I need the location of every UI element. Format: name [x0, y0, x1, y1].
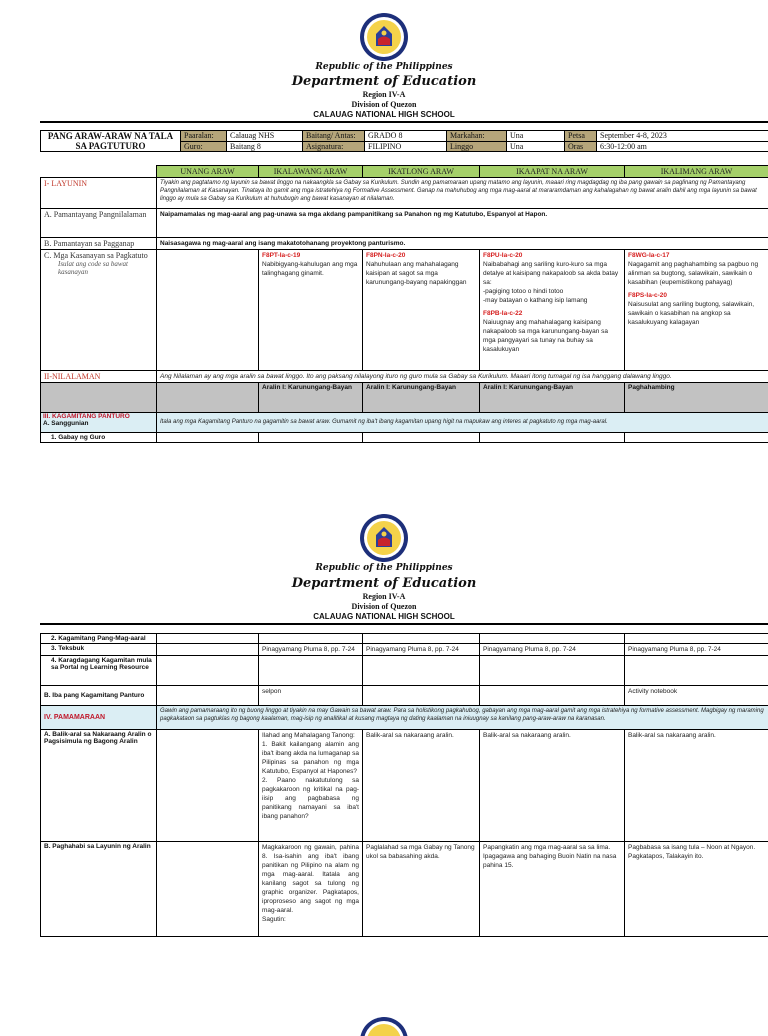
kasanayan-day5-text: Nagagamit ang paghahambing sa pagbuo ng alinman sa bugtong, salawikain, sawikain o kasabihan (eupemistikong pahayag) [628, 260, 765, 287]
kasanayan-day5-code2: F8PS-Ia-c-20 [628, 291, 765, 300]
nilalaman-day3: Aralin I: Karunungang-Bayan [363, 383, 480, 413]
pangnilalaman-label: A. Pamantayang Pangnilalaman [41, 209, 157, 238]
baitang-label: Baitang/ Antas: [303, 131, 365, 142]
kasanayan-day4-code2: F8PB-Ia-c-22 [483, 309, 621, 318]
kasanayan-day4-code: F8PU-Ia-c-20 [483, 251, 621, 260]
deped-seal-logo [359, 12, 409, 62]
balik-day2-q1: 1. Bakit kailangang alamin ang iba't ibang akda na lumaganap sa Pilipinas sa panahon ng mga Katutubo, Espanyol at Hapones? [262, 740, 359, 776]
republic-text: Republic of the Philippines [0, 62, 768, 72]
asignatura-value: FILIPINO [365, 141, 447, 152]
day-header-5: IKALIMANG ARAW [625, 166, 768, 178]
nilalaman-day2: Aralin I: Karunungang-Bayan [259, 383, 363, 413]
kasanayan-day5 [625, 250, 768, 371]
nilalaman-gray-1 [41, 383, 157, 413]
school-name: CALAUAG NATIONAL HIGH SCHOOL [0, 110, 768, 119]
karagdagang-kagamitan-label: 4. Karagdagang Kagamitan mula sa Portal ng Learning Resource [41, 656, 157, 686]
header-rule-2 [40, 623, 768, 625]
division-text-2: Division of Quezon [0, 602, 768, 611]
kagamitang-mag-aaral-label: 2. Kagamitang Pang-Mag-aaral [41, 634, 157, 644]
kma-day2 [259, 634, 363, 644]
markahan-label: Markahan: [447, 131, 507, 142]
ipk-day3 [363, 686, 480, 706]
teksbuk-day2: Pinagyamang Pluma 8, pp. 7-24 [259, 644, 363, 656]
kasanayan-day4-text2: Naiuugnay ang mahahalagang kaisipang nakapaloob sa mga karunungang-bayan sa mga pangyayari sa tunay na buhay sa kasalukuyan [483, 318, 621, 354]
paghahabi-day1 [157, 842, 259, 937]
paghahabi-day2-end: Sagutin: [262, 915, 359, 924]
info-table [40, 130, 768, 152]
pangnilalaman-text: Naipamamalas ng mag-aaral ang pag-unawa sa mga akdang pampanitikang sa Panahon ng mg Katutubo, Espanyol at Hapon. [157, 209, 768, 238]
kasanayan-day2 [259, 250, 363, 371]
kasanayan-day5-code: F8WG-Ia-c-17 [628, 251, 765, 260]
kma-day4 [480, 634, 625, 644]
teksbuk-day5: Pinagyamang Pluma 8, pp. 7-24 [625, 644, 768, 656]
balik-day1 [157, 730, 259, 842]
guro-label: Guro: [181, 141, 227, 152]
teksbuk-day3: Pinagyamang Pluma 8, pp. 7-24 [363, 644, 480, 656]
kasanayan-day4 [480, 250, 625, 371]
balik-day2 [259, 730, 363, 842]
kasanayan-day2-text: Nabibigyang-kahulugan ang mga talinghagang ginamit. [262, 260, 359, 278]
gabay-day5 [625, 433, 768, 443]
republic-text-2: Republic of the Philippines [0, 563, 768, 573]
kk-day2 [259, 656, 363, 686]
markahan-value: Una [507, 131, 565, 142]
petsa-value: September 4-8, 2023 [597, 131, 768, 142]
paghahabi-day2 [259, 842, 363, 937]
baitang-value: GRADO 8 [365, 131, 447, 142]
kasanayan-note: Isulat ang code sa bawat kasanayan [44, 260, 153, 276]
layunin-label: I- LAYUNIN [41, 178, 157, 209]
pamamaraan-text: Gawin ang pamamaraang ito ng buong linggo at tiyakin na may Gawain sa bawat araw. Para sa holistikong pagkahubog, gabayan ang mga mag-aaral gamit ang mga istratehiya ng formative assessment. Magbigay ng maraming pagkakataon sa pagtuklas ng bagong kaalaman, mag-isip ng analitikal at kusang magtaya ng dating kaalaman na iniuugnay sa kanilang pang-araw-araw na karanasan. [157, 706, 768, 730]
balik-day2-intro: Ilahad ang Mahalagang Tanong: [262, 731, 359, 740]
deped-seal-logo-2 [359, 513, 409, 563]
gabay-day3 [363, 433, 480, 443]
teksbuk-day1 [157, 644, 259, 656]
asignatura-label: Asignatura: [303, 141, 365, 152]
kasanayan-day4-line2: -may batayan o kathang isip lamang [483, 296, 621, 305]
plan-table-page1 [40, 165, 768, 443]
kasanayan-day3-code: F8PN-Ia-c-20 [366, 251, 476, 260]
kk-day3 [363, 656, 480, 686]
linggo-label: Linggo [447, 141, 507, 152]
division-text: Division of Quezon [0, 100, 768, 109]
paghahabi-day2-text: Magkakaroon ng gawain, pahina 8. Isa-isahin ang iba't ibang panitikan ng Pilipino na alam ng mga mag-aaral. Itatala ang kanilang sagot sa tulong ng graphic organizer. Pagkatapos, iproproseso ang sagot ng mga mag-aaral. [262, 843, 359, 915]
pagganap-text: Naisasagawa ng mag-aaral ang isang makatotohanang proyektong panturismo. [157, 238, 768, 250]
pamamaraan-label: IV. PAMAMARAAN [41, 706, 157, 730]
plan-table-page2 [40, 633, 768, 937]
ipk-day4 [480, 686, 625, 706]
kagamitan-label-cell [41, 413, 157, 433]
nilalaman-label: II-NILALAMAN [41, 371, 157, 383]
kasanayan-day2-code: F8PT-Ia-c-19 [262, 251, 359, 260]
deped-seal-logo-3 [359, 1016, 409, 1036]
region-text-2: Region IV-A [0, 592, 768, 601]
balik-aral-label: A. Balik-aral sa Nakaraang Aralin o Pagsisimula ng Bagong Aralin [41, 730, 157, 842]
kma-day1 [157, 634, 259, 644]
day-header-2: IKALAWANG ARAW [259, 166, 363, 178]
balik-day3: Balik-aral sa nakaraang aralin. [363, 730, 480, 842]
kasanayan-day4-text: Naibabahagi ang sariling kuro-kuro sa mga detalye at kaisipang nakapaloob sa akda batay sa: [483, 260, 621, 287]
teksbuk-label: 3. Teksbuk [41, 644, 157, 656]
nilalaman-day4: Aralin I: Karunungang-Bayan [480, 383, 625, 413]
oras-label: Oras [565, 141, 597, 152]
paghahabi-day5: Pagbabasa sa isang tula – Noon at Ngayon. Pagkatapos, Talakayin ito. [625, 842, 768, 937]
gabay-day2 [259, 433, 363, 443]
kasanayan-day5-text2: Naisusulat ang sariling bugtong, salawikain, sawikain o kasabihan na angkop sa kasalukuyang kalagayan [628, 300, 765, 327]
gabay-ng-guro-label: 1. Gabay ng Guro [41, 433, 157, 443]
balik-day5: Balik-aral sa nakaraang aralin. [625, 730, 768, 842]
kasanayan-day1 [157, 250, 259, 371]
guro-value: Baitang 8 [227, 141, 303, 152]
kasanayan-day4-line1: -pagiging totoo o hindi totoo [483, 287, 621, 296]
kma-day3 [363, 634, 480, 644]
gabay-day4 [480, 433, 625, 443]
kasanayan-label: C. Mga Kasanayan sa Pagkatuto [44, 251, 153, 260]
pagganap-label: B. Pamantayan sa Pagganap [41, 238, 157, 250]
layunin-text: Tiyakin ang pagtatamo ng layunin sa bawat linggo na nakaangkla sa Gabay sa Kurikulum. Sundin ang pamamaraan upang matamo ang layunin, maaari ring magdagdag ng iba pang gawain sa paglinang ng Pamantayang Pangnilalaman at Kasanayan. Tinataya ito gamit ang mga istratehiya ng Formative Assessment. Ganap na mahuhubog ang mga mag-aaral at mararamdaman ang kahalagahan ng bawat aralin dahil ang mga layunin sa bawat linggo ay mula sa Gabay sa Kurikulum at huhubugin ang bawat kasanayan at nilalaman. [157, 178, 768, 209]
iba-pang-kagamitan-label: B. Iba pang Kagamitang Panturo [41, 686, 157, 706]
gabay-day1 [157, 433, 259, 443]
header-rule [40, 121, 768, 123]
kk-day5 [625, 656, 768, 686]
paaralan-value: Calauag NHS [227, 131, 303, 142]
kma-day5 [625, 634, 768, 644]
department-title-2: Department of Education [0, 576, 768, 591]
nilalaman-gray-2 [157, 383, 259, 413]
kk-day1 [157, 656, 259, 686]
kagamitan-text: Itala ang mga Kagamitang Panturo na gagamitin sa bawat araw. Gumamit ng iba't ibang kagamitan upang higit na mapukaw ang interes at pagkatuto ng mga mag-aaral. [157, 413, 768, 433]
ipk-day2: selpon [259, 686, 363, 706]
day-header-4: IKAAPAT NA ARAW [480, 166, 625, 178]
paghahabi-day3: Paglalahad sa mga Gabay ng Tanong ukol sa babasahing akda. [363, 842, 480, 937]
kasanayan-day3 [363, 250, 480, 371]
kasanayan-label-cell [41, 250, 157, 371]
linggo-value: Una [507, 141, 565, 152]
teksbuk-day4: Pinagyamang Pluma 8, pp. 7-24 [480, 644, 625, 656]
day-header-1: UNANG ARAW [157, 166, 259, 178]
kasanayan-day3-text: Nahuhulaan ang mahahalagang kaisipan at sagot sa mga karunungang-bayang napakinggan [366, 260, 476, 287]
ipk-day5: Activity notebook [625, 686, 768, 706]
ipk-day1 [157, 686, 259, 706]
sanggunian-label: A. Sanggunian [43, 420, 154, 427]
department-title: Department of Education [0, 74, 768, 89]
nilalaman-text: Ang Nilalaman ay ang mga aralin sa bawat linggo. Ito ang paksang nilalayong ituro ng guro mula sa Gabay sa Kurikulum. Maaari itong tumagal ng isa hanggang dalawang linggo. [157, 371, 768, 383]
balik-day2-q2: 2. Paano nakatutulong sa pagkakaroon ng kritikal na pag-iisip ang pagbabasa ng panitikang namayani sa iba't ibang panahon? [262, 776, 359, 821]
balik-day4: Balik-aral sa nakaraang aralin. [480, 730, 625, 842]
nilalaman-day5: Paghahambing [625, 383, 768, 413]
day-header-3: IKATLONG ARAW [363, 166, 480, 178]
paghahabi-label: B. Paghahabi sa Layunin ng Aralin [41, 842, 157, 937]
petsa-label: Petsa [565, 131, 597, 142]
doc-title: PANG ARAW-ARAW NA TALA SA PAGTUTURO [41, 131, 181, 152]
kagamitan-label: III. KAGAMITANG PANTURO [43, 413, 154, 420]
paghahabi-day4: Papangkatin ang mga mag-aaral sa sa lima. Ipagagawa ang bahaging Buoin Natin na nasa pahina 15. [480, 842, 625, 937]
oras-value: 6:30-12:00 am [597, 141, 768, 152]
kk-day4 [480, 656, 625, 686]
empty-corner [41, 166, 157, 178]
school-name-2: CALAUAG NATIONAL HIGH SCHOOL [0, 612, 768, 621]
region-text: Region IV-A [0, 90, 768, 99]
paaralan-label: Paaralan: [181, 131, 227, 142]
